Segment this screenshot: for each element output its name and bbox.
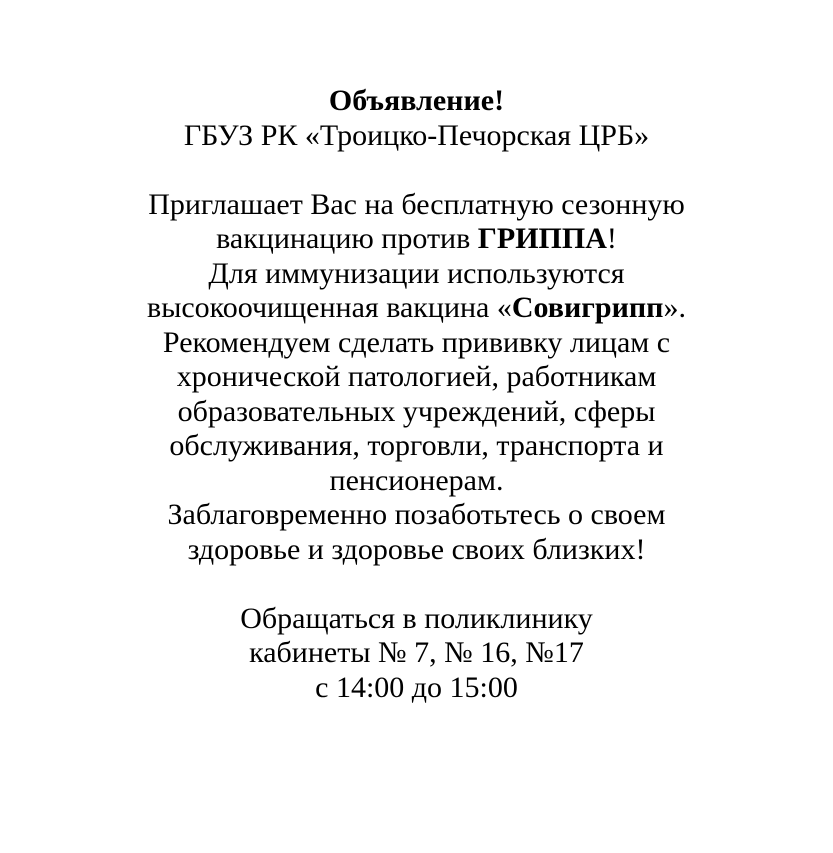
immunization-line-2-prefix: высокоочищенная вакцина «: [147, 291, 512, 324]
recommend-line: образовательных учреждений, сферы: [177, 394, 656, 428]
announcement-title: Объявление!: [328, 84, 505, 117]
paragraph-gap: [0, 153, 833, 188]
immunization-line-2: [0, 291, 833, 326]
invite-line-2: [0, 222, 833, 257]
immunization-line-2-suffix: ».: [663, 291, 686, 324]
contact-line: кабинеты № 7, № 16, №17: [249, 636, 584, 669]
flu-emphasis: ГРИППА: [477, 222, 607, 255]
recommend-line: хронической патологией, работникам: [176, 360, 657, 393]
recommend-line: обслуживания, торговли, транспорта и: [169, 429, 664, 462]
announcement-document: [0, 84, 833, 705]
contact-line: Обращаться в поликлинику: [240, 601, 593, 635]
invite-line-1: Приглашает Вас на бесплатную сезонную: [148, 187, 685, 221]
care-line: здоровье и здоровье своих близких!: [187, 532, 646, 566]
invite-line-2-suffix: !: [606, 222, 617, 255]
invite-line-2-prefix: вакцинацию против: [216, 222, 478, 255]
organization-name: ГБУЗ РК «Троицко-Печорская ЦРБ»: [183, 118, 650, 152]
recommend-line: Рекомендуем сделать прививку лицам с: [162, 325, 671, 359]
immunization-line-1: Для иммунизации используются: [208, 256, 625, 290]
care-line: Заблаговременно позаботьтесь о своем: [167, 498, 666, 531]
recommend-line: пенсионерам.: [329, 463, 504, 497]
contact-line: с 14:00 до 15:00: [315, 670, 518, 704]
paragraph-gap: [0, 567, 833, 602]
vaccine-name: Совигрипп: [511, 291, 664, 324]
